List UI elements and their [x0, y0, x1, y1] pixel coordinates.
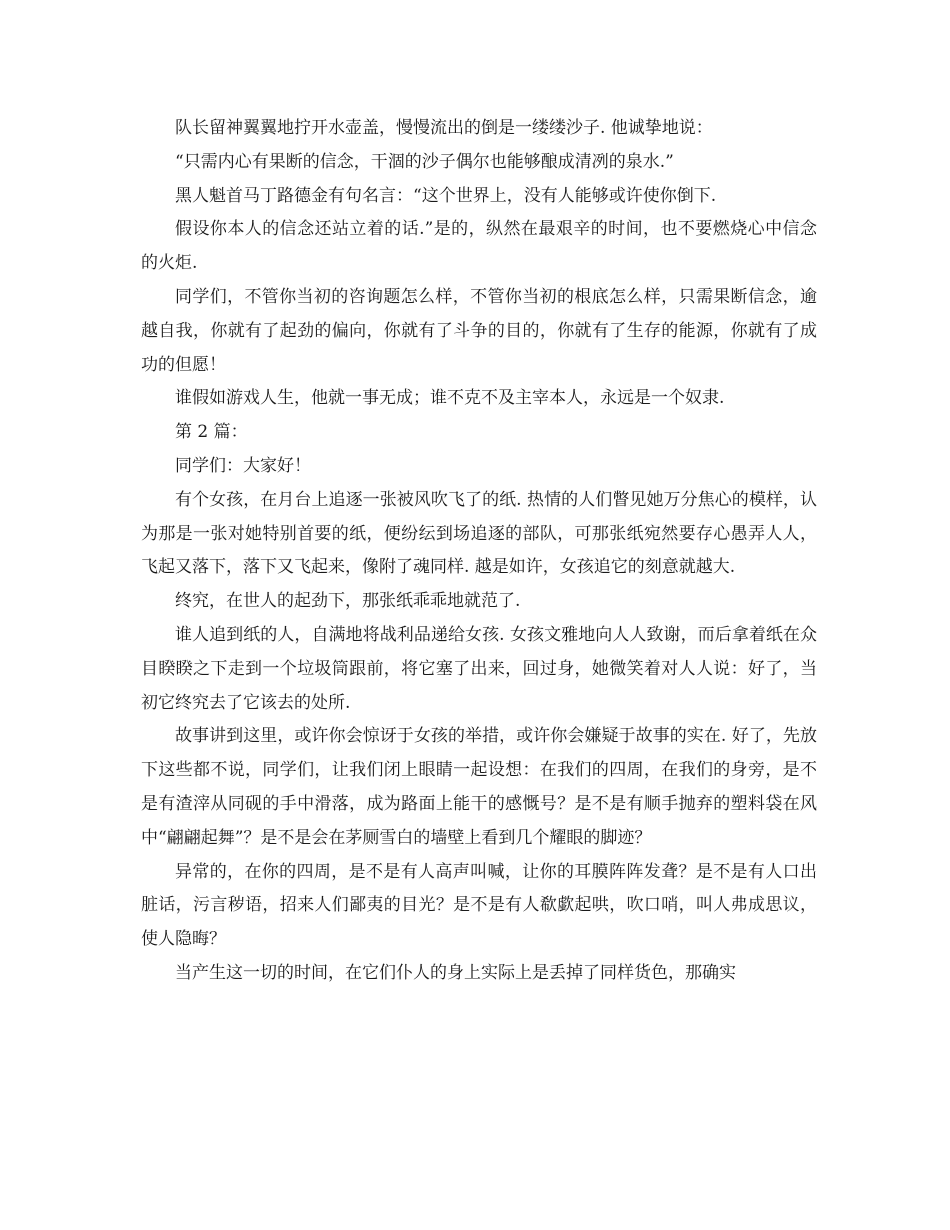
paragraph: 队长留神翼翼地拧开水壶盖，慢慢流出的倒是一缕缕沙子. 他诚挚地说：	[175, 118, 713, 138]
paragraph: “只需内心有果断的信念，干涸的沙子偶尔也能够酿成清冽的泉水.”	[175, 151, 674, 172]
paragraph: 终究，在世人的起劲下，那张纸乖乖地就范了.	[175, 591, 521, 612]
paragraph: 有个女孩，在月台上追逐一张被风吹飞了的纸. 热情的人们瞥见她万分焦心的模样，认为那是一张对她特别首要的纸，便纷纭到场追逐的部队，可那张纸宛然要存心愚弄人人，飞起又落下，落下又飞起来，像附了魂同样. 越是如许，女孩追它的刻意就越大.	[141, 489, 817, 578]
greeting: 同学们：大家好！	[175, 455, 311, 476]
section-heading: 第 2 篇：	[175, 422, 248, 443]
paragraph: 假设你本人的信念还站立着的话.”是的，纵然在最艰辛的时间，也不要燃烧心中信念的火炬.	[141, 219, 817, 274]
paragraph: 同学们，不管你当初的咨询题怎么样，不管你当初的根底怎么样，只需果断信念，逾越自我，你就有了起劲的偏向，你就有了斗争的目的，你就有了生存的能源，你就有了成功的但愿！	[141, 286, 817, 375]
paragraph: 异常的，在你的四周，是不是有人高声叫喊，让你的耳膜阵阵发聋？是不是有人口出脏话，污言秽语，招来人们鄙夷的目光？是不是有人欷歔起哄，吹口哨，叫人弗成思议，使人隐晦？	[141, 861, 817, 950]
paragraph: 故事讲到这里，或许你会惊讶于女孩的举措，或许你会嫌疑于故事的实在. 好了，先放下这些都不说，同学们，让我们闭上眼睛一起设想：在我们的四周，在我们的身旁，是不是有渣滓从同砚的手中滑落，成为路面上能干的感慨号？是不是有顺手抛弃的塑料袋在风中“翩翩起舞”？是不是会在茅厕雪白的墙壁上看到几个耀眼的脚迹？	[141, 726, 817, 848]
paragraph: 当产生这一切的时间，在它们仆人的身上实际上是丢掉了同样货色，那确实	[175, 962, 736, 983]
document-page	[141, 112, 817, 991]
paragraph: 黑人魁首马丁路德金有句名言：“这个世界上，没有人能够或许使你倒下.	[175, 185, 717, 206]
paragraph: 谁人追到纸的人，自满地将战利品递给女孩. 女孩文雅地向人人致谢，而后拿着纸在众目睽睽之下走到一个垃圾筒跟前，将它塞了出来，回过身，她微笑着对人人说：好了，当初它终究去了它该去的处所.	[141, 624, 817, 713]
paragraph: 谁假如游戏人生，他就一事无成；谁不克不及主宰本人，永远是一个奴隶.	[175, 388, 725, 409]
